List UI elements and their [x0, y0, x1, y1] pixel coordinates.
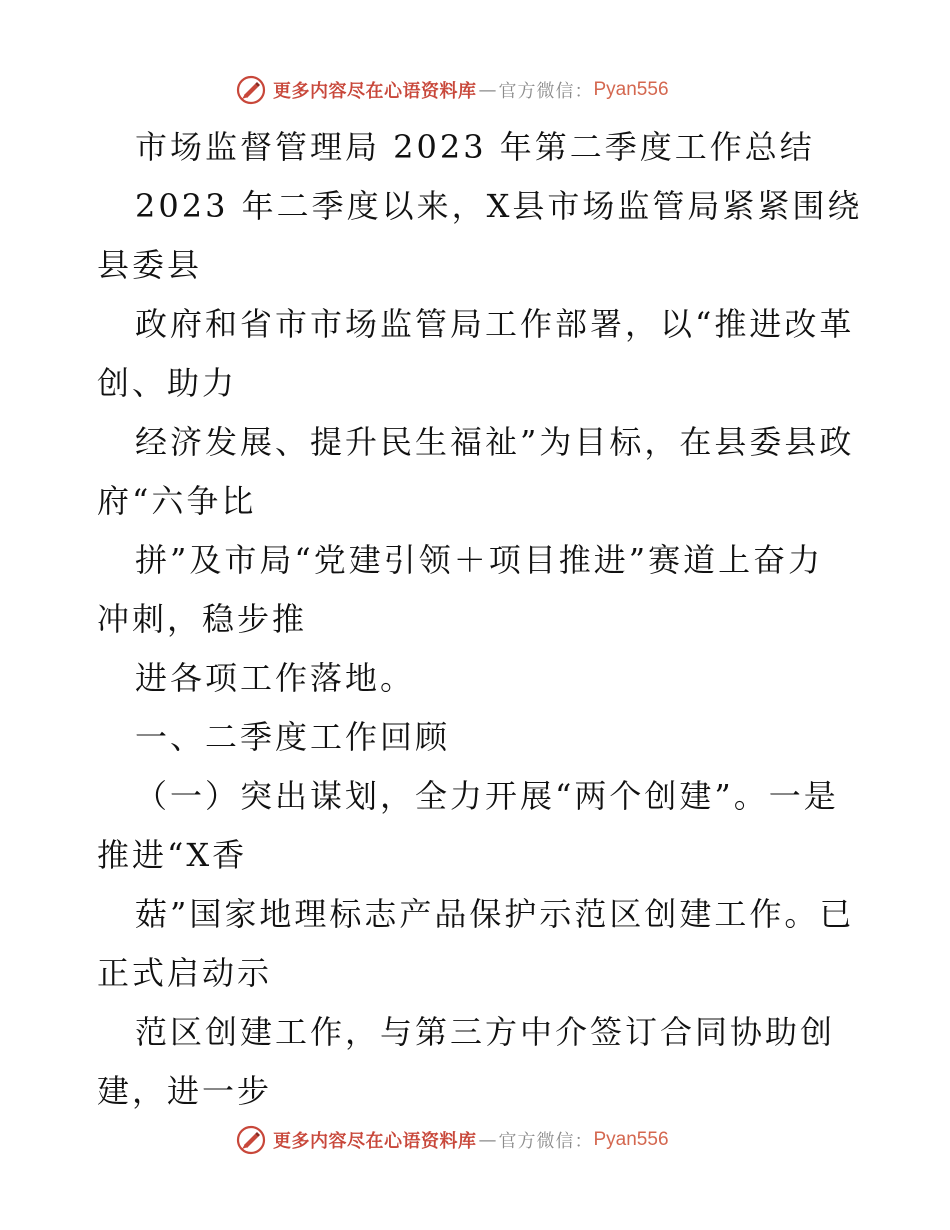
- text-line: 冲刺，稳步推: [97, 600, 308, 638]
- text-line: 政府和省市市场监管局工作部署，以“推进改革: [135, 305, 855, 343]
- watermark-main-text: 更多内容尽在心语资料库: [273, 81, 477, 102]
- watermark-main-text: 更多内容尽在心语资料库: [273, 1131, 477, 1152]
- text-line: 经济发展、提升民生福祉”为目标，在县委县政: [135, 423, 855, 461]
- watermark-header: [235, 73, 669, 107]
- text-line: 建，进一步: [97, 1072, 273, 1110]
- document-title: 市场监督管理局 2023 年第二季度工作总结: [135, 128, 815, 166]
- pen-seal-logo-icon: [235, 1124, 267, 1156]
- watermark-wechat-id: Pyan556: [593, 79, 669, 100]
- watermark-sub-text: 官方微信：: [498, 1131, 594, 1152]
- text-line: 府“六争比: [97, 482, 257, 520]
- watermark-dash: —: [478, 1129, 497, 1151]
- pen-seal-logo-icon: [235, 74, 267, 106]
- text-line: 菇”国家地理标志产品保护示范区创建工作。已: [135, 895, 855, 933]
- watermark-wechat-id: Pyan556: [593, 1129, 669, 1150]
- text-line: 范区创建工作，与第三方中介签订合同协助创: [135, 1013, 836, 1051]
- text-line: 县委县: [97, 246, 203, 284]
- text-line: 推进“X香: [97, 836, 248, 874]
- text-line: 2023 年二季度以来，X县市场监管局紧紧围绕: [135, 187, 863, 225]
- text-line: （一）突出谋划，全力开展“两个创建”。一是: [135, 777, 839, 815]
- watermark-sub-text: 官方微信：: [498, 81, 594, 102]
- text-line: 正式启动示: [97, 954, 273, 992]
- watermark-dash: —: [478, 79, 497, 101]
- text-line: 进各项工作落地。: [135, 659, 416, 697]
- text-line: 创、助力: [97, 364, 238, 402]
- text-line: 拼”及市局“党建引领＋项目推进”赛道上奋力: [135, 541, 824, 579]
- watermark-footer: [235, 1123, 669, 1157]
- document-body: [97, 118, 863, 1121]
- section-heading: 一、二季度工作回顾: [135, 718, 451, 756]
